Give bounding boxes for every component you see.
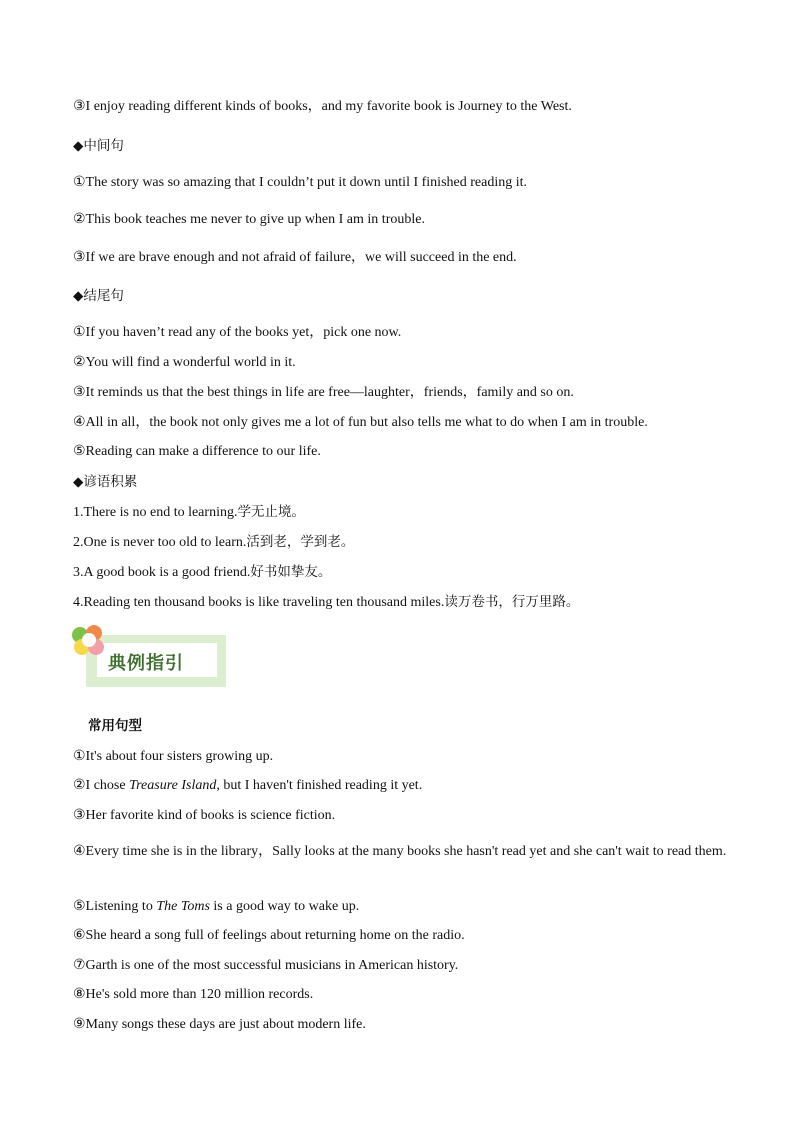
- proverb-3: 3.A good book is a good friend.好书如挚友。: [73, 564, 332, 580]
- middle-sentence-3: ③If we are brave enough and not afraid of failure，we will succeed in the end.: [73, 250, 517, 265]
- proverb-4: 4.Reading ten thousand books is like traveling ten thousand miles.读万卷书，行万里路。: [73, 594, 580, 610]
- pattern-1: ①It's about four sisters growing up.: [73, 749, 274, 764]
- pattern-2: ②I chose Treasure Island, but I haven't finished reading it yet.: [73, 778, 423, 793]
- pattern-4: ④Every time she is in the library，Sally looks at the many books she hasn't read yet and she can't wait to read them.: [73, 844, 727, 859]
- pattern-5: ⑤Listening to The Toms is a good way to wake up.: [73, 899, 360, 914]
- proverb-2: 2.One is never too old to learn.活到老，学到老。: [73, 534, 355, 550]
- banner-title: 典例指引: [108, 653, 184, 674]
- pattern-6: ⑥She heard a song full of feelings about returning home on the radio.: [73, 928, 465, 943]
- example-guide-banner: [72, 625, 228, 689]
- ending-sentence-3: ③It reminds us that the best things in life are free—laughter，friends，family and so on.: [73, 385, 574, 400]
- flower-center-icon: [82, 633, 96, 647]
- ending-sentence-2: ②You will find a wonderful world in it.: [73, 355, 296, 370]
- pattern-7: ⑦Garth is one of the most successful musicians in American history.: [73, 958, 459, 973]
- section-ending-sentences: ◆结尾句: [73, 288, 124, 304]
- proverb-1: 1.There is no end to learning.学无止境。: [73, 504, 305, 520]
- middle-sentence-2: ②This book teaches me never to give up when I am in trouble.: [73, 212, 425, 227]
- section-proverbs: ◆谚语积累: [73, 474, 138, 490]
- ending-sentence-5: ⑤Reading can make a difference to our life.: [73, 444, 321, 459]
- sentence-top-3: ③I enjoy reading different kinds of books，and my favorite book is Journey to the West.: [73, 99, 572, 114]
- pattern-8: ⑧He's sold more than 120 million records.: [73, 987, 314, 1002]
- ending-sentence-4: ④All in all，the book not only gives me a lot of fun but also tells me what to do when I am in trouble.: [73, 415, 648, 430]
- ending-sentence-1: ①If you haven’t read any of the books yet，pick one now.: [73, 325, 402, 340]
- pattern-3: ③Her favorite kind of books is science fiction.: [73, 808, 336, 823]
- pattern-9: ⑨Many songs these days are just about modern life.: [73, 1017, 366, 1032]
- section-middle-sentences: ◆中间句: [73, 138, 124, 154]
- middle-sentence-1: ①The story was so amazing that I couldn’t put it down until I finished reading it.: [73, 175, 527, 190]
- section-common-patterns: 常用句型: [88, 718, 142, 734]
